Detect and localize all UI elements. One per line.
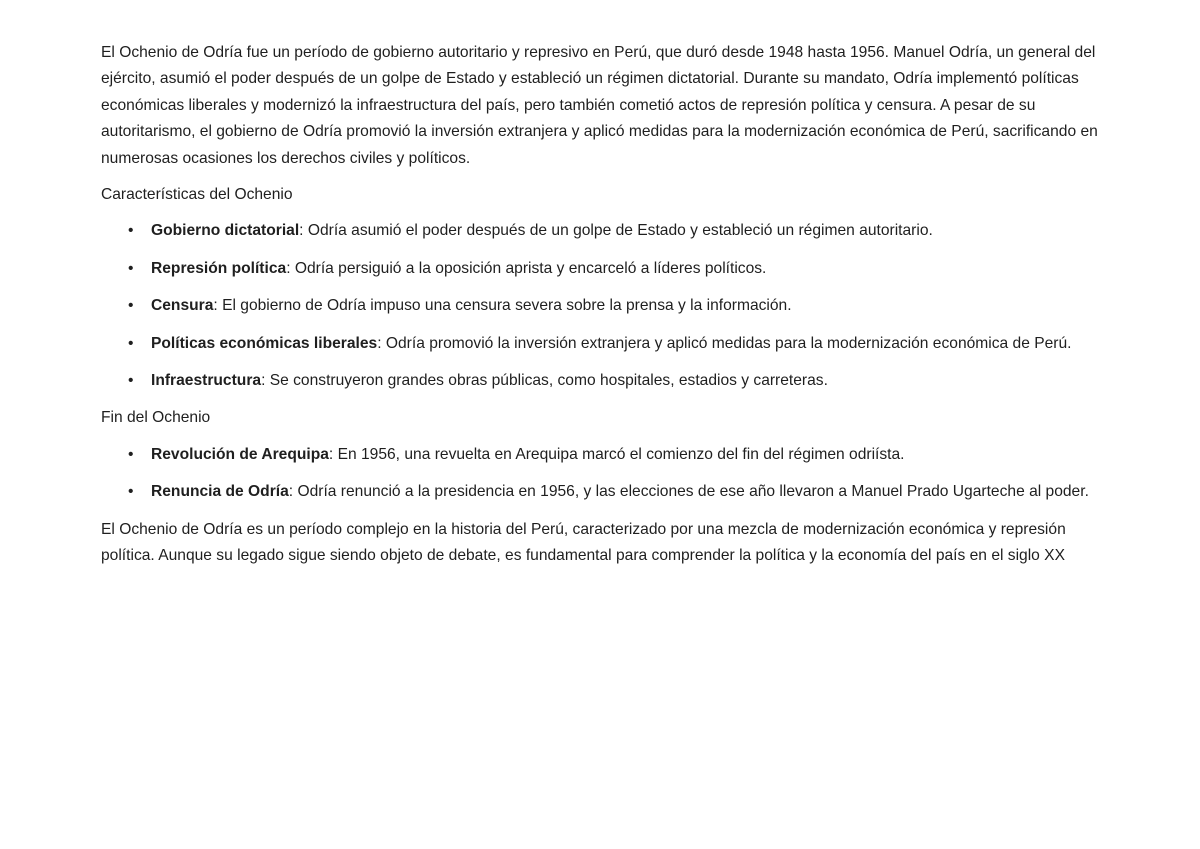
bullet-icon: • (128, 483, 134, 501)
list-item-term: Renuncia de Odría (151, 483, 289, 501)
section-heading-fin: Fin del Ochenio (101, 409, 211, 427)
list-item-term: Revolución de Arequipa (151, 445, 329, 463)
section-heading-caracteristicas: Características del Ochenio (101, 186, 293, 204)
list-item-term: Infraestructura (151, 372, 262, 390)
list-item-text: : Odría asumió el poder después de un golpe de Estado y estableció un régimen autoritario. (299, 222, 933, 240)
conclusion-paragraph: El Ochenio de Odría es un período complejo en la historia del Perú, caracterizado por una mezcla de modernización económica y represión política. Aunque su legado sigue siendo objeto de debate, es fundamental para comprender la política y la economía del país en el siglo XX (101, 520, 1066, 565)
bullet-icon: • (128, 297, 134, 315)
bullet-icon: • (128, 445, 134, 463)
bullet-icon: • (128, 372, 134, 390)
list-item-text: : En 1956, una revuelta en Arequipa marcó el comienzo del fin del régimen odriísta. (328, 445, 905, 463)
list-item (101, 256, 1101, 282)
list-item-text: : Odría persiguió a la oposición aprista y encarceló a líderes políticos. (286, 259, 767, 277)
caracteristicas-list (101, 218, 1101, 394)
list-item-term: Gobierno dictatorial (151, 222, 300, 240)
list-item-term: Represión política (151, 259, 287, 277)
fin-list (101, 442, 1101, 506)
list-item (101, 368, 1101, 394)
bullet-icon: • (128, 334, 134, 352)
list-item-text: : El gobierno de Odría impuso una censura severa sobre la prensa y la información. (213, 297, 792, 315)
list-item-term: Censura (151, 297, 214, 315)
list-item (101, 331, 1101, 357)
list-item-text: : Se construyeron grandes obras públicas, como hospitales, estadios y carreteras. (261, 372, 828, 390)
list-item-text: : Odría promovió la inversión extranjera y aplicó medidas para la modernización económica de Perú. (377, 334, 1072, 352)
list-item (101, 442, 1101, 468)
list-item-text: : Odría renunció a la presidencia en 1956, y las elecciones de ese año llevaron a Manuel Prado Ugarteche al poder. (288, 483, 1089, 501)
bullet-icon: • (128, 259, 134, 277)
list-item-term: Políticas económicas liberales (151, 334, 378, 352)
document-page (101, 40, 1101, 580)
list-item (101, 218, 1101, 244)
list-item (101, 479, 1101, 505)
list-item (101, 293, 1101, 319)
intro-paragraph: El Ochenio de Odría fue un período de gobierno autoritario y represivo en Perú, que duró desde 1948 hasta 1956. Manuel Odría, un general del ejército, asumió el poder después de un golpe de Estado y estableció un régimen dictatorial. Durante su mandato, Odría implementó políticas económicas liberales y modernizó la infraestructura del país, pero también cometió actos de represión política y censura. A pesar de su autoritarismo, el gobierno de Odría promovió la inversión extranjera y aplicó medidas para la modernización económica de Perú, sacrificando en numerosas ocasiones los derechos civiles y políticos. (101, 44, 1098, 167)
bullet-icon: • (128, 222, 134, 240)
